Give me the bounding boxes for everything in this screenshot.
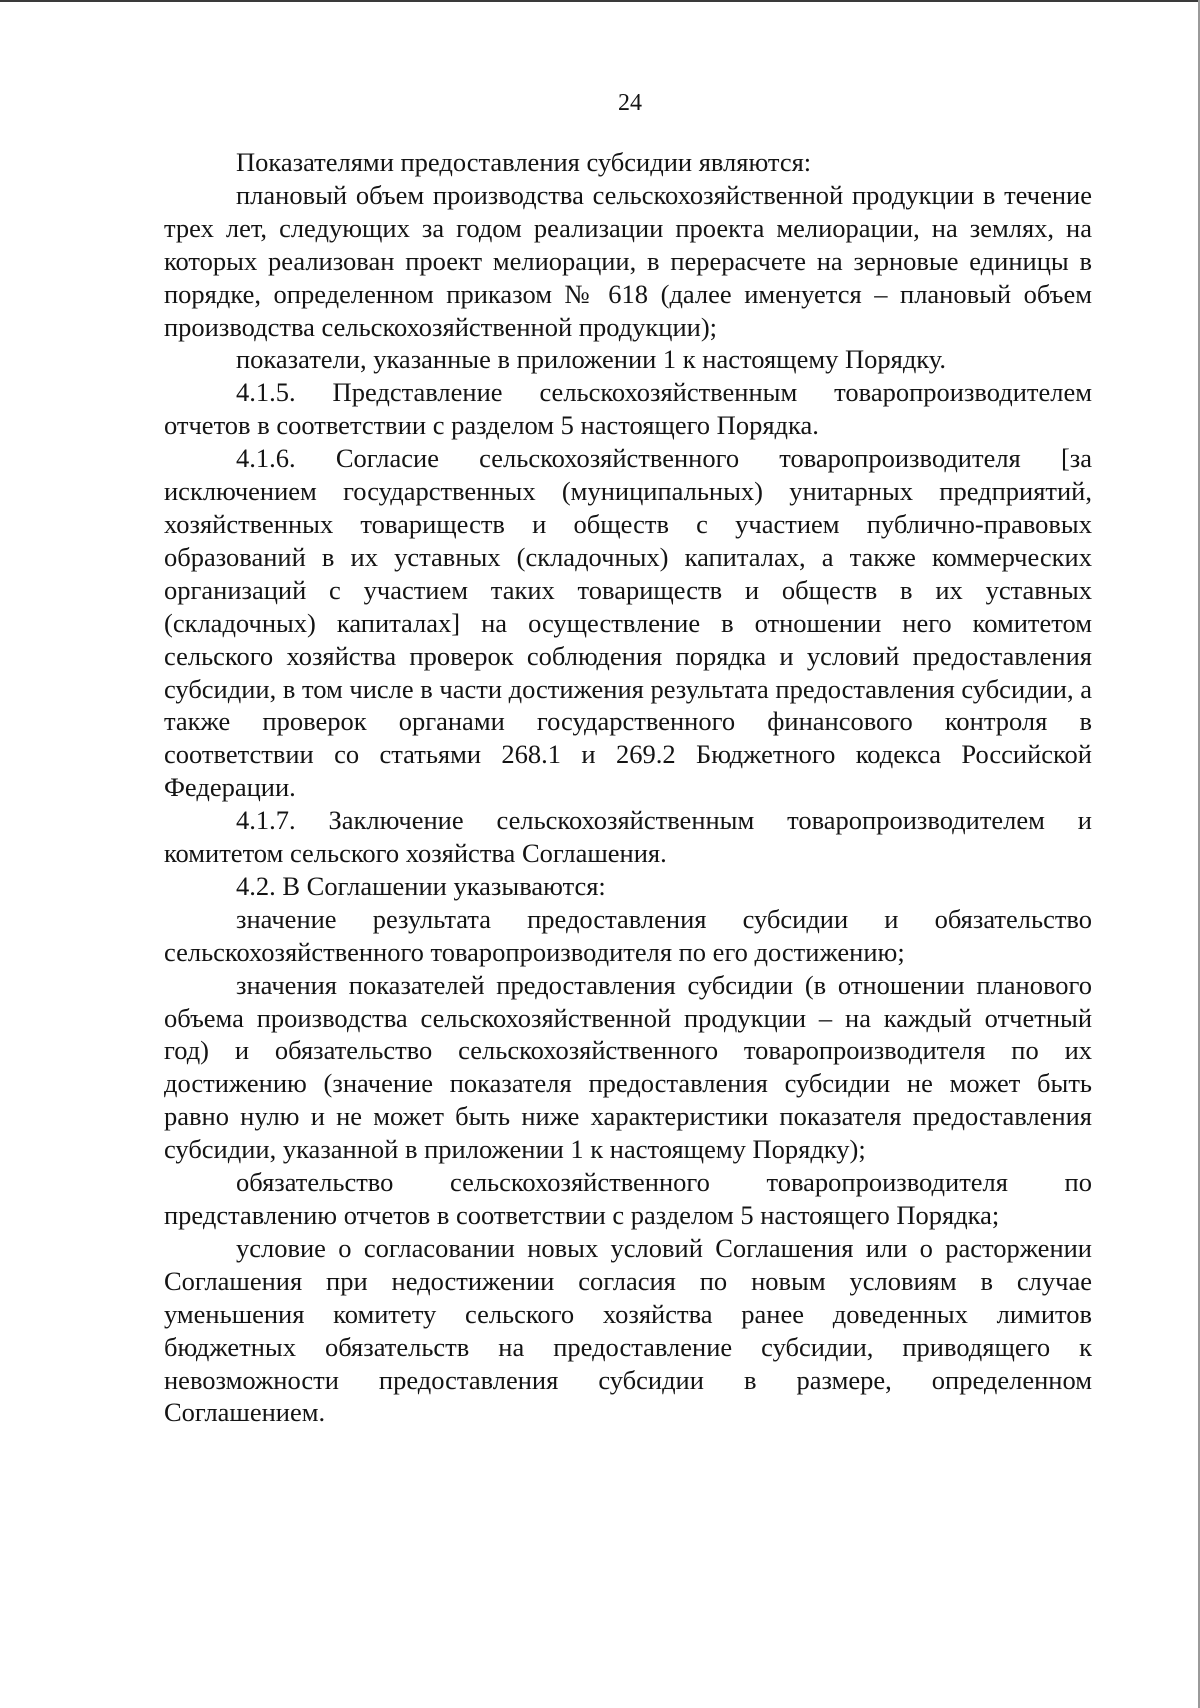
- paragraph-4-1-6: 4.1.6. Согласие сельскохозяйственного товаропроизводителя [за исключением государственных (муниципальных) унитарных предприятий, хозяйственных товариществ и обществ с участием публично-правовых образований в их уставных (складочных) капиталах, а также коммерческих организаций с участием таких товариществ и обществ в их уставных (складочных) капиталах] на осуществление в отношении него комитетом сельского хозяйства проверок соблюдения порядка и условий предоставления субсидии, в том числе в части достижения результата предоставления субсидии, а также проверок органами государственного финансового контроля в соответствии со статьями 268.1 и 269.2 Бюджетного кодекса Российской Федерации.: [164, 443, 1092, 803]
- paragraph-reporting-obligation: обязательство сельскохозяйственного товаропроизводителя по представлению отчетов в соответствии с разделом 5 настоящего Порядка;: [164, 1167, 1092, 1230]
- paragraph-4-1-7: 4.1.7. Заключение сельскохозяйственным товаропроизводителем и комитетом сельского хозяйства Соглашения.: [164, 805, 1092, 869]
- scan-edge-top: [0, 0, 1200, 2]
- paragraph-4-1-5: 4.1.5. Представление сельскохозяйственным товаропроизводителем отчетов в соответствии с разделом 5 настоящего Порядка.: [164, 377, 1092, 441]
- paragraph-agreement-termination: условие о согласовании новых условий Соглашения или о расторжении Соглашения при недостижении согласия по новым условиям в случае уменьшения комитету сельского хозяйства ранее доведенных лимитов бюджетных обязательств на предоставление субсидии, приводящего к невозможности предоставления субсидии в размере, определенном Соглашением.: [164, 1232, 1092, 1428]
- paragraph-planned-volume: плановый объем производства сельскохозяйственной продукции в течение трех лет, следующих за годом реализации проекта мелиорации, на землях, на которых реализован проект мелиорации, в перерасчете на зерновые единицы в порядке, определенном приказом № 618 (далее именуется – плановый объем производства сельскохозяйственной продукции);: [164, 179, 1092, 342]
- document-body: [164, 146, 1092, 1429]
- paragraph-indicators-intro: Показателями предоставления субсидии являются:: [236, 147, 812, 177]
- paragraph-indicator-values: значения показателей предоставления субсидии (в отношении планового объема производства сельскохозяйственной продукции – на каждый отчетный год) и обязательство сельскохозяйственного товаропроизводителя по их достижению (значение показателя предоставления субсидии не может быть равно нулю и не может быть ниже характеристики показателя предоставления субсидии, указанной в приложении 1 к настоящему Порядку);: [164, 969, 1092, 1165]
- page-number: 24: [618, 90, 642, 116]
- paragraph-result-value: значение результата предоставления субсидии и обязательство сельскохозяйственного товаропроизводителя по его достижению;: [164, 903, 1092, 967]
- paragraph-indicators-appendix: показатели, указанные в приложении 1 к настоящему Порядку.: [236, 344, 947, 375]
- paragraph-4-2: 4.2. В Соглашении указываются:: [236, 870, 606, 901]
